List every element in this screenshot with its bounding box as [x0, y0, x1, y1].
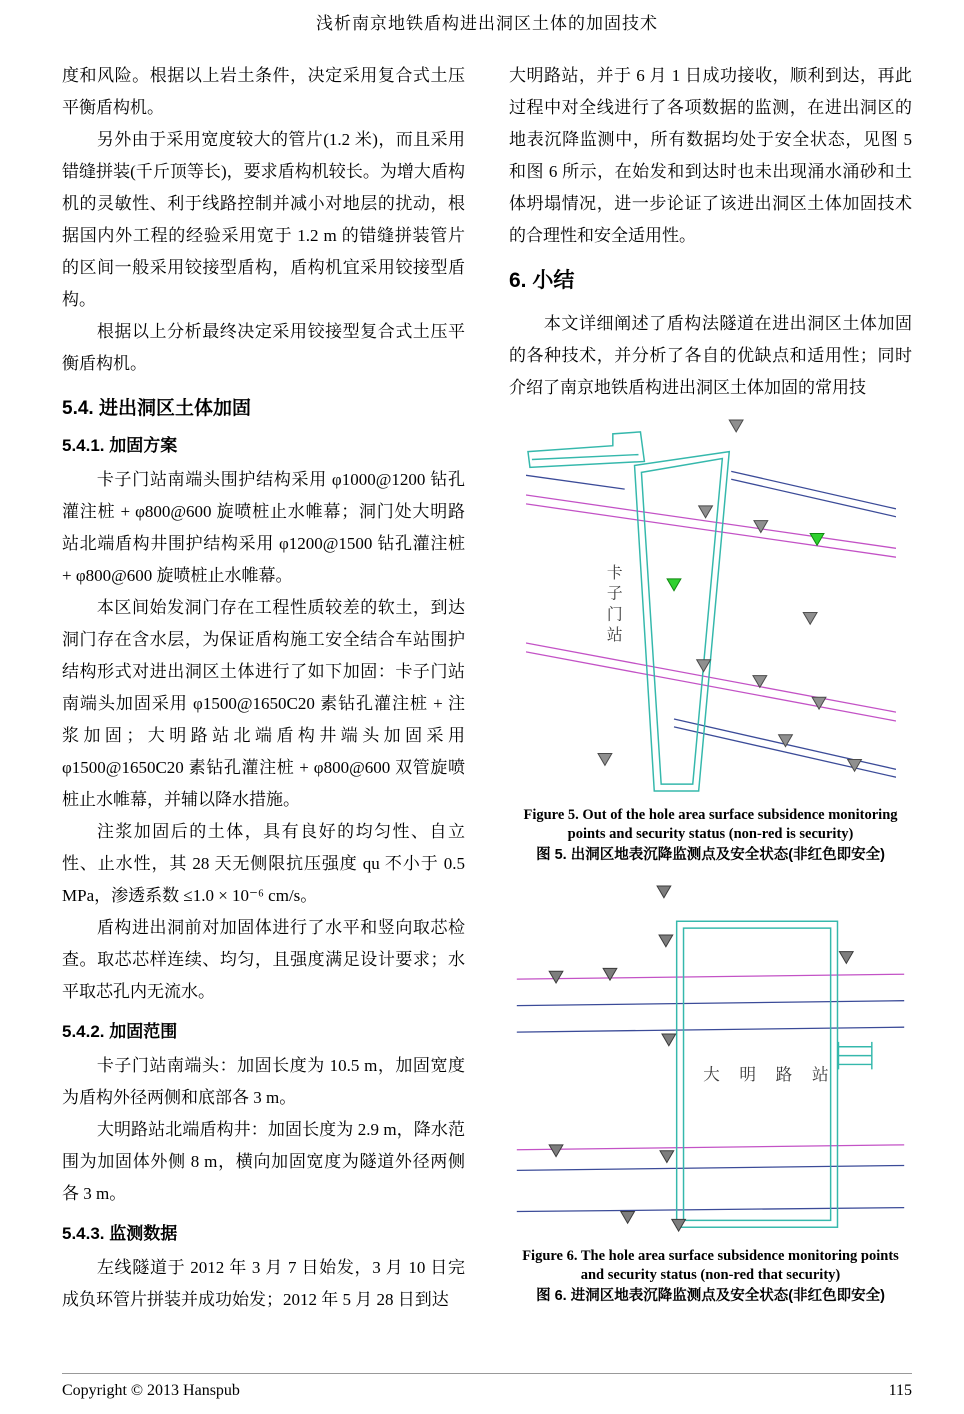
monitoring-point-marker [598, 754, 612, 766]
paragraph: 度和风险。根据以上岩土条件，决定采用复合式土压平衡盾构机。 [62, 66, 465, 117]
figure5-caption-en: Figure 5. Out of the hole area surface subsidence monitoring points and security status (non-red is security) [523, 807, 898, 842]
monitoring-point-marker [729, 420, 743, 432]
tunnel-lines-navy [517, 1001, 904, 1212]
paragraph: 本文详细阐述了盾构法隧道在进出洞区土体加固的各种技术，并分析了各自的优缺点和适用性；同时介绍了南京地铁盾构进出洞区土体加固的常用技 [509, 314, 912, 397]
footer-page-number: 115 [888, 1382, 912, 1399]
paragraph: 盾构进出洞前对加固体进行了水平和竖向取芯检查。取芯芯样连续、均匀，且强度满足设计要求；水平取芯孔内无流水。 [62, 918, 465, 1001]
figure6-caption-en: Figure 6. The hole area surface subsidence monitoring points and security status (non-red that security) [522, 1248, 899, 1283]
figure6-caption-zh: 图 6. 进洞区地表沉降监测点及安全状态(非红色即安全) [536, 1288, 885, 1304]
paragraph: 根据以上分析最终决定采用铰接型复合式土压平衡盾构机。 [62, 322, 465, 373]
station-label-damingroad: 大明路站 [703, 1065, 849, 1085]
figure5-caption [509, 806, 912, 866]
paragraph: 另外由于采用宽度较大的管片(1.2 米)，而且采用错缝拼装(千斤顶等长)，要求盾构机较长。为增大盾构机的灵敏性、利于线路控制并减小对地层的扰动，根据国内外工程的经验采用宽于 1.2 m 的错缝拼装管片的区间一般采用铰接型盾构，盾构机宜采用铰接型盾构。 [62, 130, 465, 309]
paragraph: 大明路站北端盾构井：加固长度为 2.9 m，降水范围为加固体外侧 8 m，横向加固宽度为隧道外径两侧各 3 m。 [62, 1120, 465, 1203]
heading-5-4-2: 5.4.2. 加固范围 [62, 1022, 178, 1041]
monitoring-point-marker [549, 971, 563, 983]
monitoring-point-markers [549, 886, 853, 1231]
heading-5-4-3: 5.4.3. 监测数据 [62, 1224, 178, 1243]
monitoring-point-marker [662, 1034, 676, 1046]
monitoring-point-marker [698, 506, 712, 518]
figure5-drawing [526, 418, 896, 798]
page-footer [62, 1373, 912, 1400]
figure6-drawing [513, 884, 908, 1239]
paragraph: 大明路站，并于 6 月 1 日成功接收，顺利到达，再此过程中对全线进行了各项数据的监测，在进出洞区的地表沉降监测中，所有数据均处于安全状态，见图 5 和图 6 所示，在始发和到达时也未出现涌水涌砂和土体坍塌情况，进一步论证了该进出洞区土体加固技术的合理性和安全适用性。 [509, 66, 912, 245]
monitoring-point-marker [672, 1219, 686, 1231]
monitoring-point-marker [803, 612, 817, 624]
monitoring-point-marker-safe [667, 579, 681, 591]
heading-6: 6. 小结 [509, 269, 575, 292]
figure6-caption [509, 1247, 912, 1307]
monitoring-point-marker [659, 935, 673, 947]
paper-title: 浅析南京地铁盾构进出洞区土体的加固技术 [316, 14, 658, 33]
tunnel-lines-magenta [526, 495, 896, 721]
two-column-body [62, 60, 912, 1316]
tunnel-lines-navy [526, 471, 896, 777]
tunnel-lines-magenta [517, 974, 904, 1150]
paragraph: 本区间始发洞门存在工程性质较差的软土，到达洞门存在含水层，为保证盾构施工安全结合车站围护结构形式对进出洞区土体进行了如下加固：卡子门站南端头加固采用 φ1500@1650C20 素钻孔灌注桩 + 注浆加固；大明路站北端盾构井端头加固采用 φ1500@1650C20 素钻孔灌注桩 + φ800@600 双管旋喷桩止水帷幕，并辅以降水措施。 [62, 598, 465, 809]
monitoring-point-markers [598, 420, 861, 771]
paragraph: 卡子门站南端头：加固长度为 10.5 m，加固宽度为盾构外径两侧和底部各 3 m。 [62, 1056, 465, 1107]
heading-5-4: 5.4. 进出洞区土体加固 [62, 398, 251, 419]
heading-5-4-1: 5.4.1. 加固方案 [62, 436, 178, 455]
monitoring-point-marker [753, 521, 767, 533]
monitoring-point-marker [839, 952, 853, 964]
monitoring-point-marker [657, 886, 671, 898]
station-label-kazimen: 卡子门站 [603, 564, 621, 647]
paragraph: 左线隧道于 2012 年 3 月 7 日始发，3 月 10 日完成负环管片拼装并成功始发；2012 年 5 月 28 日到达 [62, 1258, 465, 1309]
left-column [62, 60, 465, 1316]
footer-copyright: Copyright © 2013 Hanspub [62, 1382, 240, 1399]
monitoring-point-marker-safe [810, 534, 824, 546]
paragraph: 卡子门站南端头围护结构采用 φ1000@1200 钻孔灌注桩 + φ800@600 旋喷桩止水帷幕；洞门处大明路站北端盾构井围护结构采用 φ1200@1500 钻孔灌注桩 + φ800@600 旋喷桩止水帷幕。 [62, 470, 465, 585]
monitoring-point-marker [621, 1212, 635, 1224]
station-outline [527, 432, 728, 791]
paragraph: 注浆加固后的土体，具有良好的均匀性、自立性、止水性，其 28 天无侧限抗压强度 qu 不小于 0.5 MPa，渗透系数 ≤1.0 × 10⁻⁶ cm/s。 [62, 822, 465, 905]
monitoring-point-marker [660, 1151, 674, 1163]
monitoring-point-marker [549, 1145, 563, 1157]
figure-5 [509, 418, 912, 866]
figure5-caption-zh: 图 5. 出洞区地表沉降监测点及安全状态(非红色即安全) [536, 847, 885, 863]
monitoring-point-marker [696, 660, 710, 672]
figure-6 [509, 884, 912, 1307]
right-column [509, 60, 912, 1316]
